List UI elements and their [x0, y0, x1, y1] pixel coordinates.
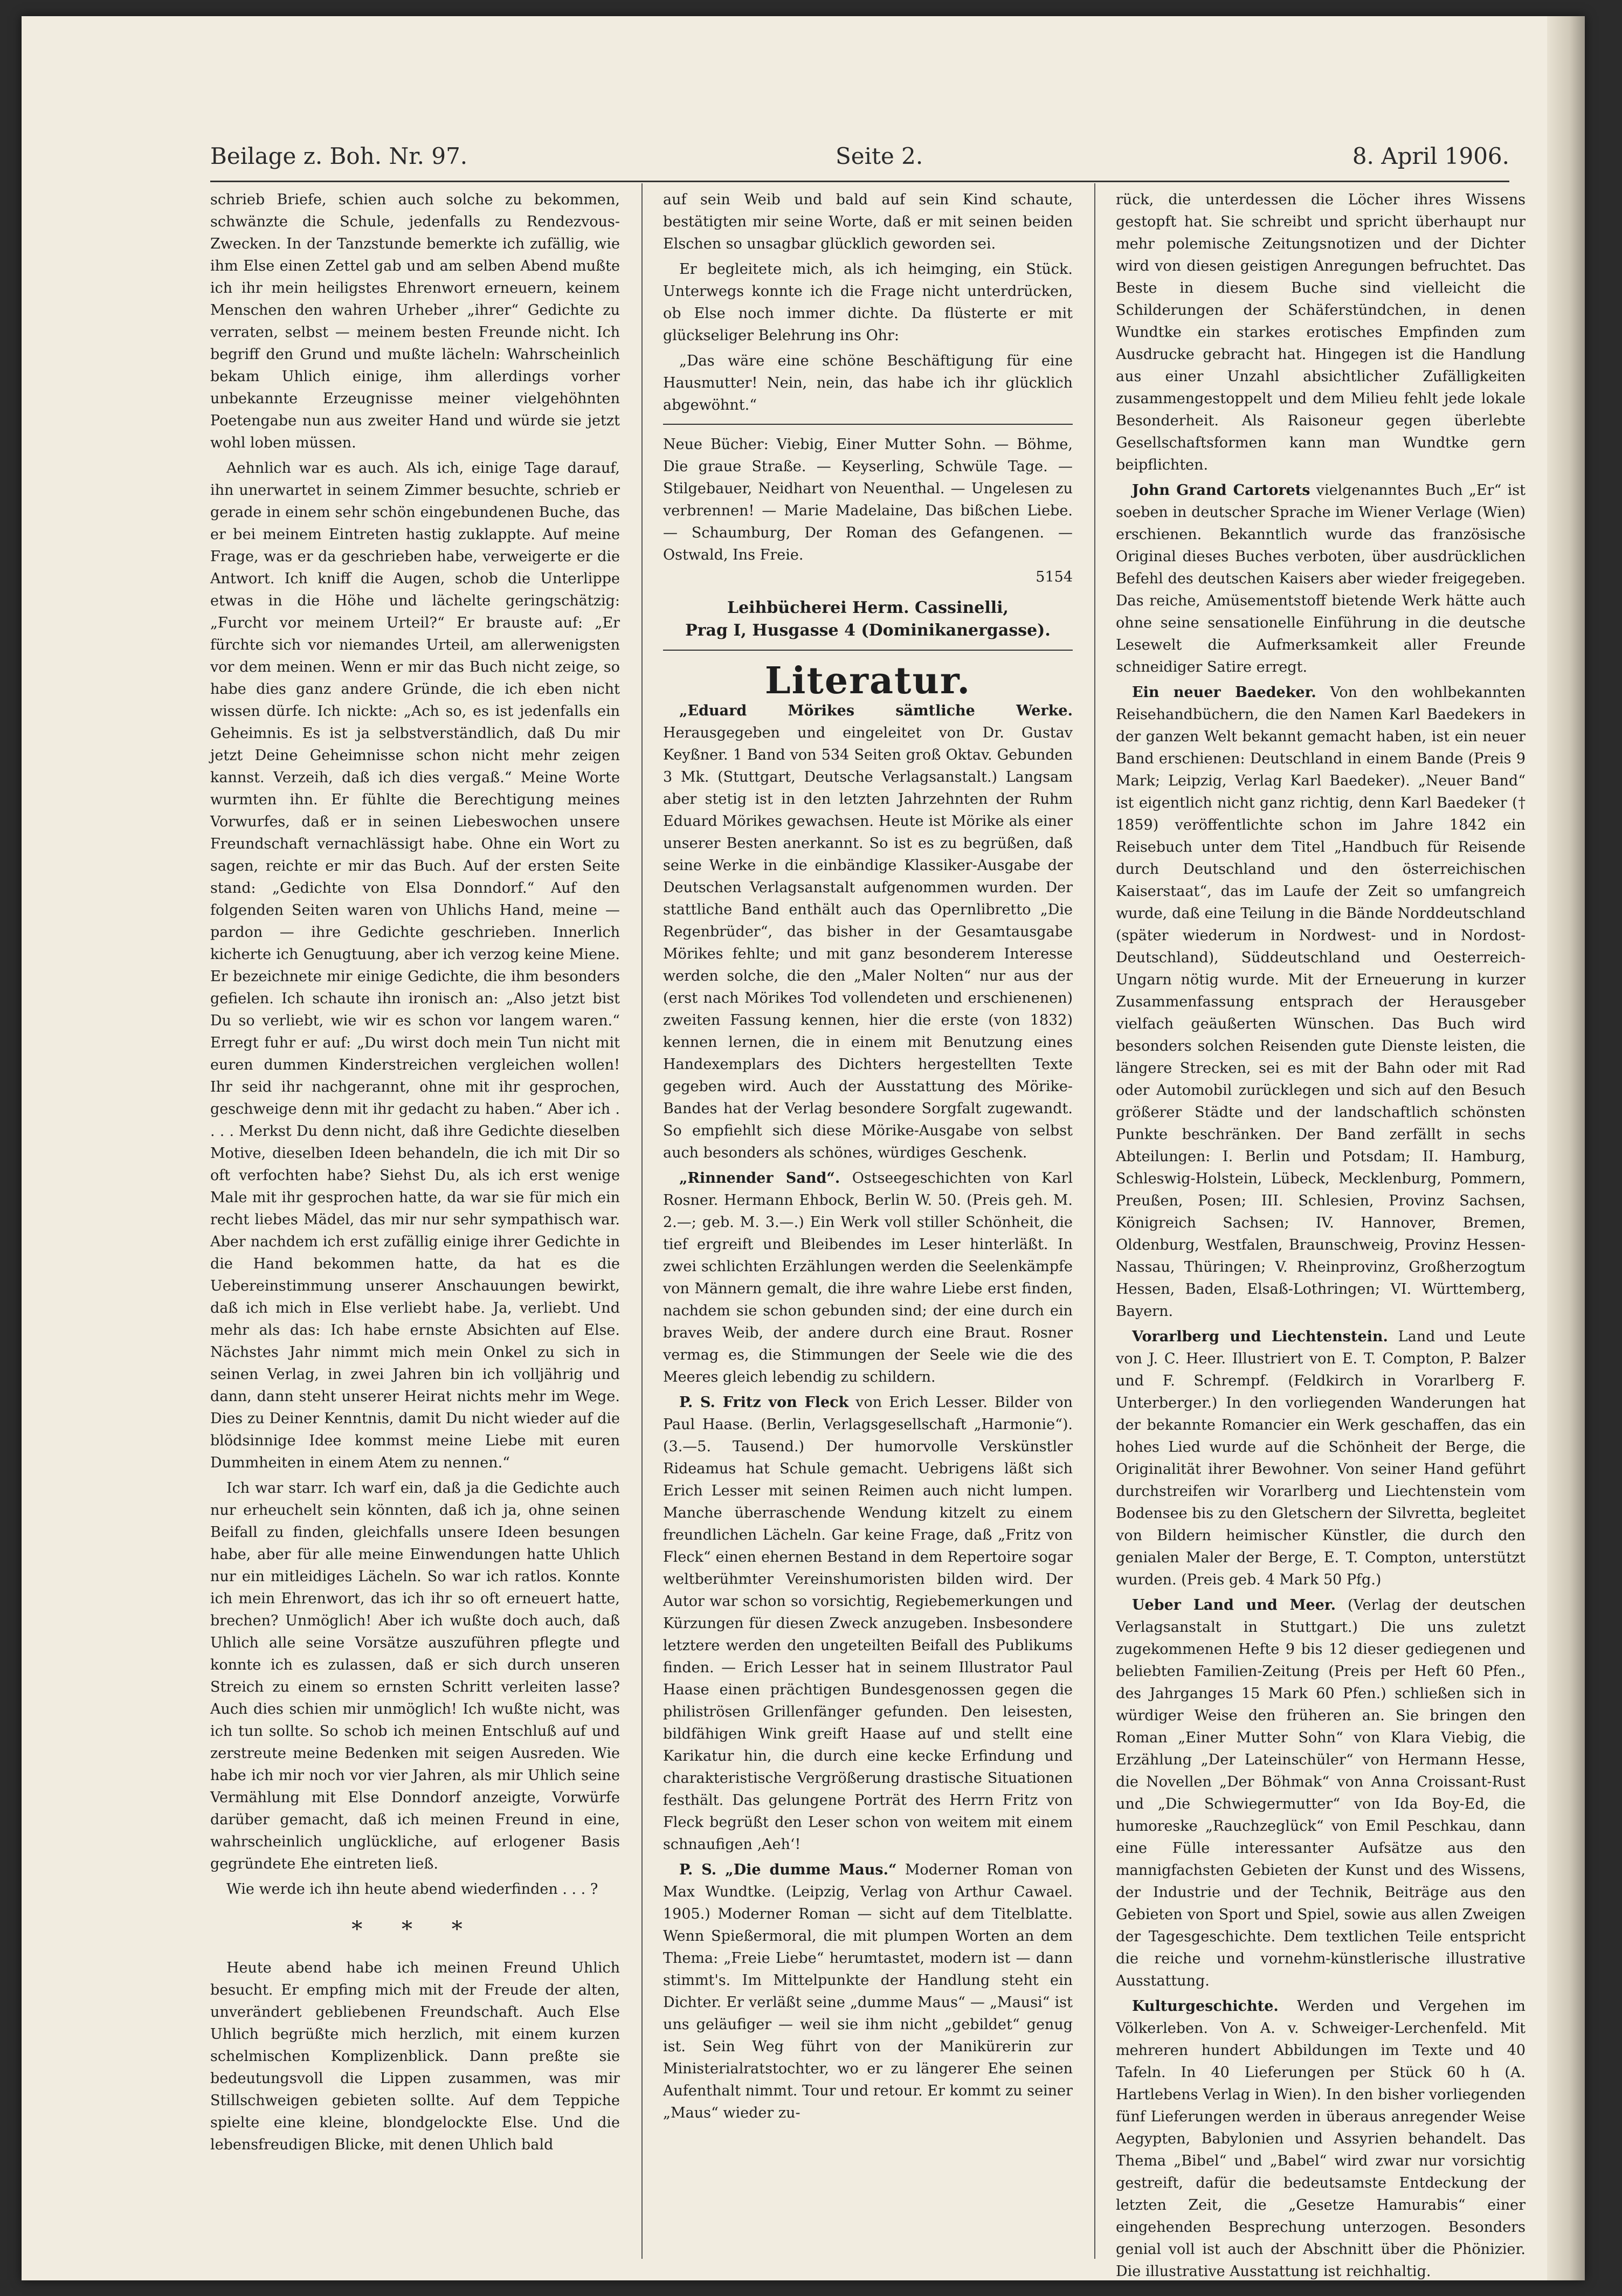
review-text: von Erich Lesser. Bilder von Paul Haase. (Berlin, Verlagsgesellschaft „Harmonie“). (3.—5. Tausend.) Der humorvolle Verskünstler Rideamus hat Schule gemacht. Uebrigens läßt sich Erich Lesser mit seinen Reimen auch nicht lumpen. Manche überraschende Wendung kitzelt zu einem freundlichen Lächeln. Gar keine Frage, daß „Fritz von Fleck“ einen ehernen Bestand in dem Repertoire sogar weltberühmter Vereinshumoristen bilden wird. Der Autor war schon so vorsichtig, Regiebemerkungen und Kürzungen für diesen Zweck anzugeben. Insbesondere letztere werden den ungeteilten Beifall des Publikums finden. — Erich Lesser hat in seinem Illustrator Paul Haase einen prächtigen Bundesgenossen gegen die philiströsen Grillenfänger gefunden. Den leisesten, bildfähigen Wink greift Haase auf und stellt eine Karikatur hin, die durch eine kecke Erfindung und charakteristische Vergrößerung drastische Situationen festhält. Das gelungene Porträt des Herrn Fritz von Fleck begrüßt den Leser schon von weitem mit einem schnaufigen ‚Aeh‘! — [663, 1394, 1073, 1853]
review-title: Ein neuer Baedeker. — [1132, 684, 1316, 701]
story-paragraph: „Das wäre eine schöne Beschäftigung für eine Hausmutter! Nein, nein, das habe ich ihr glücklich abgewöhnt.“ — [663, 353, 1073, 413]
header-supplement-label: Beilage z. Boh. Nr. 97. — [210, 143, 468, 169]
review-text: Land und Leute von J. C. Heer. Illustriert von E. T. Compton, P. Balzer und F. Schrempf. (Feldkirch in Vorarlberg F. Unterberger.) In den vorliegenden Wanderungen hat der bekannte Romancier ein Werk geschaffen, das ein hohes Lied wurde auf die Schönheit der Berge, die Originalität ihrer Bewohner. Von seiner Hand geführt durchstreifen wir Vorarlberg und Liechtenstein vom Bodensee bis zu den Gletschern der Silvretta, begleitet von Bildern heimischer Künstler, die durch den genialen Maler der Berge, E. T. Compton, unterstützt wurden. (Preis geb. 4 Mark 50 Pfg.) — [1116, 1328, 1526, 1588]
advertisement-new-books — [663, 433, 1073, 588]
story-paragraph: Wie werde ich ihn heute abend wiederfinden . . . ? — [226, 1881, 598, 1898]
review-text: vielgenanntes Buch „Er“ ist soeben in deutscher Sprache im Wiener Verlage (Wien) erschienen. Bekanntlich wurde das französische Original dieses Buches verboten, über ausdrücklichen Befehl des deutschen Kaisers aber wieder freigegeben. Das reiche, Amüsementstoff bietende Werk hätte auch ohne seine sensationelle Einführung in die deutsche Lesewelt die Aufmerksamkeit aller Freunde schneidiger Satire erregt. — [1116, 482, 1526, 675]
review-title: P. S. „Die dumme Maus.“ — [679, 1861, 897, 1878]
story-paragraph: auf sein Weib und bald auf sein Kind schaute, bestätigten mir seine Worte, daß er mit seinen beiden Elschen so unsagbar glücklich geworden sei. — [663, 191, 1073, 252]
review-title: Vorarlberg und Liechtenstein. — [1132, 1328, 1388, 1345]
review-text: Werden und Vergehen im Völkerleben. Von A. v. Schweiger-Lerchenfeld. Mit mehreren hundert Abbildungen im Texte und 40 Tafeln. In 40 Lieferungen per Stück 60 h (A. Hartlebens Verlag in Wien). In den bisher vorliegenden fünf Lieferungen werden in überaus anregender Weise Aegypten, Babylonien und Assyrien behandelt. Das Thema „Bibel“ und „Babel“ wird zwar nur vorsichtig gestreift, dafür die bedeutsamste Entdeckung der letzten Zeit, die „Gesetze Hamurabis“ einer eingehenden Besprechung unterzogen. Besonders genial voll ist auch der Abschnitt über die Phönizier. Die illustrative Ausstattung ist reichhaltig. — [1116, 1998, 1526, 2280]
review-title: „Rinnender Sand“. — [679, 1170, 840, 1187]
review-text: (Verlag der deutschen Verlagsanstalt in Stuttgart.) Die uns zuletzt zugekommenen Hefte 9 bis 12 dieser gediegenen und beliebten Familien-Zeitung (Preis per Heft 60 Pfen., des Jahrganges 15 Mark 60 Pfen.) schließen sich in würdiger Weise den früheren an. Sie bringen den Roman „Einer Mutter Sohn“ von Klara Viebig, die Erzählung „Der Lateinschüler“ von Hermann Hesse, die Novellen „Der Böhmak“ von Anna Croissant-Rust und „Die Schwiegermutter“ von Ida Boy-Ed, die humoreske „Rauchzeglück“ von Emil Peschkau, dann eine Fülle interessanter Aufsätze aus den mannigfachsten Gebieten der Kunst und des Wissens, der Industrie und der Technik, Beiträge aus den Gebieten von Sport und Spiel, sowie aus allen Zweigen der Tagesgeschichte. Dem textlichen Teile entspricht die reiche und vornehm-künstlerische illustrative Ausstattung. — [1116, 1597, 1526, 1989]
library-name: Leihbücherei Herm. Cassinelli, — [727, 598, 1009, 617]
review-text: Moderner Roman von Max Wundtke. (Leipzig, Verlag von Arthur Cawael. 1905.) Moderner Roman — sicht auf dem Titelblatte. Wenn Spießermoral, die mit plumpen Worten an dem Thema: „Freie Liebe“ herumtastet, modern ist — dann stimmt's. Im Mittelpunkte der Handlung steht ein Dichter. Er verläßt seine „dumme Maus“ — „Mausi“ ist uns geläufiger — weil sie ihm nicht „gebildet“ genug ist. Sein Weg führt von der Manikürerin zur Ministerialratstochter, wo er zu längerer Ehe seinen Aufenthalt nimmt. Tour und retour. Er kommt zu seiner „Maus“ wieder zu- — [663, 1861, 1073, 2121]
section-title-literatur: Literatur. — [764, 659, 971, 702]
separator-rule — [663, 650, 1073, 651]
review-title: P. S. Fritz von Fleck — [679, 1394, 849, 1411]
review-title: Kulturgeschichte. — [1132, 1998, 1279, 2015]
header-page-number: Seite 2. — [836, 143, 923, 169]
column-divider-2 — [1094, 183, 1095, 2259]
story-paragraph: Heute abend habe ich meinen Freund Uhlich besucht. Er empfing mich mit der Freude der alten, unverändert gebliebenen Freundschaft. Auch Else Uhlich begrüßte mich herzlich, mit einem kurzen schelmischen Komplizenblick. Dann preßte sie bedeutungsvoll die Lippen zusammen, was mir Stillschweigen gebieten sollte. Auf dem Teppiche spielte eine kleine, blondgelockte Else. Und die lebensfreudigen Blicke, mit denen Uhlich bald — [210, 1960, 620, 2153]
story-paragraph: Aehnlich war es auch. Als ich, einige Tage darauf, ihn unerwartet in seinem Zimmer besuchte, schrieb er gerade in einem sehr schön eingebundenen Buche, das er bei meinem Eintreten hastig zuklappte. Auf meine Frage, was er da geschrieben habe, verweigerte er die Antwort. Ich kniff die Augen, schob die Unterlippe etwas in die Höhe und lächelte geringschätzig: „Furcht vor meinem Urteil?“ Er brauste auf: „Er fürchte sich vor niemandes Urteil, am allerwenigsten vor dem meinen. Wenn er mir das Buch nicht zeige, so habe dies ganz andere Gründe, die ich eben nicht wissen dürfe. Ich nickte: „Ach so, es ist jedenfalls ein Geheimnis. Es ist ja selbstverständlich, daß Du mir jetzt Deine Geheimnisse schon nicht mehr zeigen kannst. Verzeih, daß ich dies vergaß.“ Meine Worte wurmten ihn. Er fühlte die Berechtigung meines Vorwurfes, daß er in seinen Liebeswochen unsere Freundschaft vernachlässigt habe. Ohne ein Wort zu sagen, reichte er mir das Buch. Auf der ersten Seite stand: „Gedichte von Elsa Donndorf.“ Auf den folgenden Seiten waren von Uhlichs Hand, meine — pardon — ihre Gedichte geschrieben. Innerlich kicherte ich Genugtuung, aber ich verzog keine Miene. Er bezeichnete mir einige Gedichte, die ihm besonders gefielen. Ich schaute ihn ironisch an: „Also jetzt bist Du so verliebt, wie wir es schon vor langem waren.“ Erregt fuhr er auf: „Du wirst doch mein Tun nicht mit euren dummen Kinderstreichen vergleichen wollen! Ihr seid ihr nachgerannt, ohne mit ihr gesprochen, geschweige denn mit ihr gedacht zu haben.“ Aber ich . . . . Merkst Du denn nicht, daß ihre Gedichte dieselben Motive, dieselben Ideen behandeln, die ich mit Dir so oft verfochten habe? Siehst Du, als ich erst wenige Male mit ihr gesprochen hatte, da war sie für mich ein recht liebes Mädel, das mir nur sehr sympathisch war. Aber nachdem ich erst zufällig einige ihrer Gedichte in die Hand bekommen hatte, da hat es die Uebereinstimmung unserer Anschauungen bewirkt, daß ich mich in Else verliebt habe. Ja, verliebt. Und mehr als das: Ich habe ernste Absichten auf Else. Nächstes Jahr nimmt mich mein Onkel zu sich in seinen Verlag, in zwei Jahren bin ich volljährig und dann, dann steht unserer Heirat nichts mehr im Wege. Dies zu Deiner Kenntnis, damit Du nicht wieder auf die blödsinnige Idee kommst meine Liebe mit euren Dummheiten in einem Atem zu nennen.“ — [210, 460, 620, 1471]
review-text: Ostseegeschichten von Karl Rosner. Hermann Ehbock, Berlin W. 50. (Preis geh. M. 2.—; geb. M. 3.—.) Ein Werk voll stiller Schönheit, die tief ergreift und Bleibendes im Leser hinterläßt. In zwei schlichten Erzählungen werden die Seelenkämpfe von Männern gemalt, die ihre wahre Liebe erst finden, nachdem sie schon gebunden sind; der eine durch ein braves Weib, der andere durch eine Braut. Rosner vermag es, die Stimmungen der Seele wie die des Meeres gleich lebendig zu schildern. — [663, 1170, 1073, 1385]
header-date: 8. April 1906. — [1352, 143, 1509, 169]
header-rule — [210, 181, 1509, 182]
review-text: rück, die unterdessen die Löcher ihres Wissens gestopft hat. Sie schreibt und spricht überhaupt nur mehr polemische Zeitungsnotizen und der Dichter wird von diesen geistigen Anregungen befruchtet. Das Beste in diesem Buche sind vielleicht die Schilderungen der Schäferstündchen, in denen Wundtke ein starkes erotisches Empfinden zum Ausdrucke gebracht hat. Hingegen ist die Handlung aus einer Unzahl absichtlicher Zufälligkeiten zusammengestoppelt und dem Milieu fehlt jede lokale Besonderheit. Als Raisoneur gegen überlebte Gesellschaftsformen kann man Wundtke gern beipflichten. — [1116, 191, 1526, 473]
story-paragraph: Ich war starr. Ich warf ein, daß ja die Gedichte auch nur erheuchelt sein könnten, daß ich ja, ohne seinen Beifall zu finden, gleichfalls unsere Ideen besungen habe, aber für alle meine Einwendungen hatte Uhlich nur ein mitleidiges Lächeln. So war ich ratlos. Konnte ich mein Ehrenwort, das ich ihr so oft erneuert hatte, brechen? Unmöglich! Aber ich wußte doch auch, daß Uhlich alle seine Vorsätze auszuführen pflegte und konnte ich es zulassen, daß er sich durch unseren Streich zu einem so ernsten Schritt verleiten lasse? Auch dies schien mir unmöglich! Ich wußte nicht, was ich tun sollte. So schob ich meinen Entschluß auf und zerstreute meine Bedenken mit seigen Ausreden. Wie habe ich mir noch vor vier Jahren, als mir Uhlich seine Vermählung mit Else Donndorf anzeigte, Vorwürfe darüber gemacht, daß ich meinen Freund in eine, wahrscheinlich unglückliche, auf erlogener Basis gegründete Ehe eintreten ließ. — [210, 1480, 620, 1872]
page-edge-shadow — [1547, 16, 1585, 2280]
review-text: Herausgegeben und eingeleitet von Dr. Gustav Keyßner. 1 Band von 534 Seiten groß Oktav. Gebunden 3 Mk. (Stuttgart, Deutsche Verlagsanstalt.) Langsam aber stetig ist in den letzten Jahrzehnten der Ruhm Eduard Mörikes gewachsen. Heute ist Mörike als einer unserer Besten anerkannt. So ist es zu begrüßen, daß seine Werke in die einbändige Klassiker-Ausgabe der Deutschen Verlagsanstalt aufgenommen wurden. Der stattliche Band enthält auch das Opernlibretto „Die Regenbrüder“, das bisher in der Gesamtausgabe Mörikes fehlte; und mit ganz besonderem Interesse werden solche, die den „Maler Nolten“ nur aus der (erst nach Mörikes Tod vollendeten und erschienenen) zweiten Fassung kennen, hier die erste (von 1832) kennen lernen, die in einem mit Benutzung eines Handexemplars des Dichters hergestellten Texte gegeben wird. Auch der Ausstattung des Mörike-Bandes hat der Verlag besondere Sorgfalt zugewandt. So empfiehlt sich diese Mörike-Ausgabe von selbst auch besonders als schönes, würdiges Geschenk. — [663, 725, 1073, 1161]
review-text: Von den wohlbekannten Reisehandbüchern, die den Namen Karl Baedekers in der ganzen Welt bekannt gemacht haben, ist ein neuer Band erschienen: Deutschland in einem Bande (Preis 9 Mark; Leipzig, Verlag Karl Baedeker). „Neuer Band“ ist eigentlich nicht ganz richtig, denn Karl Baedeker († 1859) veröffentlichte schon im Jahre 1842 ein Reisebuch unter dem Titel „Handbuch für Reisende durch Deutschland und den österreichischen Kaiserstaat“, das im Laufe der Zeit so umfangreich wurde, daß eine Teilung in die Bände Norddeutschland (später wiederum in Nordwest- und in Nordost-Deutschland), Süddeutschland und Oesterreich-Ungarn nötig wurde. Mit der Erneuerung in kurzer Zusammenfassung entsprach der Herausgeber vielfach geäußerten Wünschen. Das Buch wird besonders solchen Reisenden gute Dienste leisten, die längere Strecken, sei es mit der Bahn oder mit Rad oder Automobil zurücklegen und sich auf den Besuch größerer Städte und der landschaftlich schönsten Punkte beschränken. Der Band zerfällt in sechs Abteilungen: I. Berlin und Potsdam; II. Hamburg, Schleswig-Holstein, Lübeck, Mecklenburg, Pommern, Preußen, Posen; III. Schlesien, Provinz Sachsen, Königreich Sachsen; IV. Hannover, Bremen, Oldenburg, Westfalen, Braunschweig, Provinz Hessen-Nassau, Thüringen; V. Rheinprovinz, Großherzogtum Hessen, Baden, Elsaß-Lothringen; VI. Württemberg, Bayern. — [1116, 684, 1526, 1320]
column-1 — [210, 189, 620, 2248]
separator-rule — [663, 424, 1073, 425]
review-title: John Grand Cartorets — [1132, 482, 1310, 499]
ad-number: 5154 — [1036, 569, 1073, 585]
advertisement-library — [663, 597, 1073, 642]
column-2 — [663, 189, 1073, 2248]
column-3 — [1116, 189, 1526, 2280]
section-break-asterisks: * * * — [351, 1917, 479, 1942]
story-paragraph: Er begleitete mich, als ich heimging, ein Stück. Unterwegs konnte ich die Frage nicht unterdrücken, ob Else noch immer dichte. Da flüsterte er mit glückseliger Belehrung ins Ohr: — [663, 261, 1073, 344]
story-paragraph: schrieb Briefe, schien auch solche zu bekommen, schwänzte die Schule, jedenfalls zu Rendezvous-Zwecken. In der Tanzstunde bemerkte ich zufällig, wie ihm Else einen Zettel gab und am selben Abend mußte ich ihr mein heiligstes Ehrenwort erneuern, keinem Menschen den wahren Urheber „ihrer“ Gedichte zu verraten, selbst — meinem besten Freunde nicht. Ich begriff den Grund und mußte lächeln: Wahrscheinlich bekam Uhlich einige, ihm allerdings vorher unbekannte Erzeugnisse meiner vielgehöhnten Poetengabe nun aus zweiter Hand und würde sie jetzt wohl loben müssen. — [210, 191, 620, 451]
review-title: Ueber Land und Meer. — [1132, 1597, 1336, 1614]
review-title: „Eduard Mörikes sämtliche Werke. — [679, 702, 1073, 719]
ad-text: Neue Bücher: Viebig, Einer Mutter Sohn. — Böhme, Die graue Straße. — Keyserling, Schwüle Tage. — Stilgebauer, Neidhart von Neuenthal. — Ungelesen zu verbrennen! — Marie Madelaine, Das bißchen Liebe. — Schaumburg, Der Roman des Gefangenen. — Ostwald, Ins Freie. — [663, 436, 1073, 563]
column-divider-1 — [641, 183, 643, 2259]
page-header — [210, 143, 1509, 175]
library-address: Prag I, Husgasse 4 (Dominikanergasse). — [685, 621, 1051, 640]
